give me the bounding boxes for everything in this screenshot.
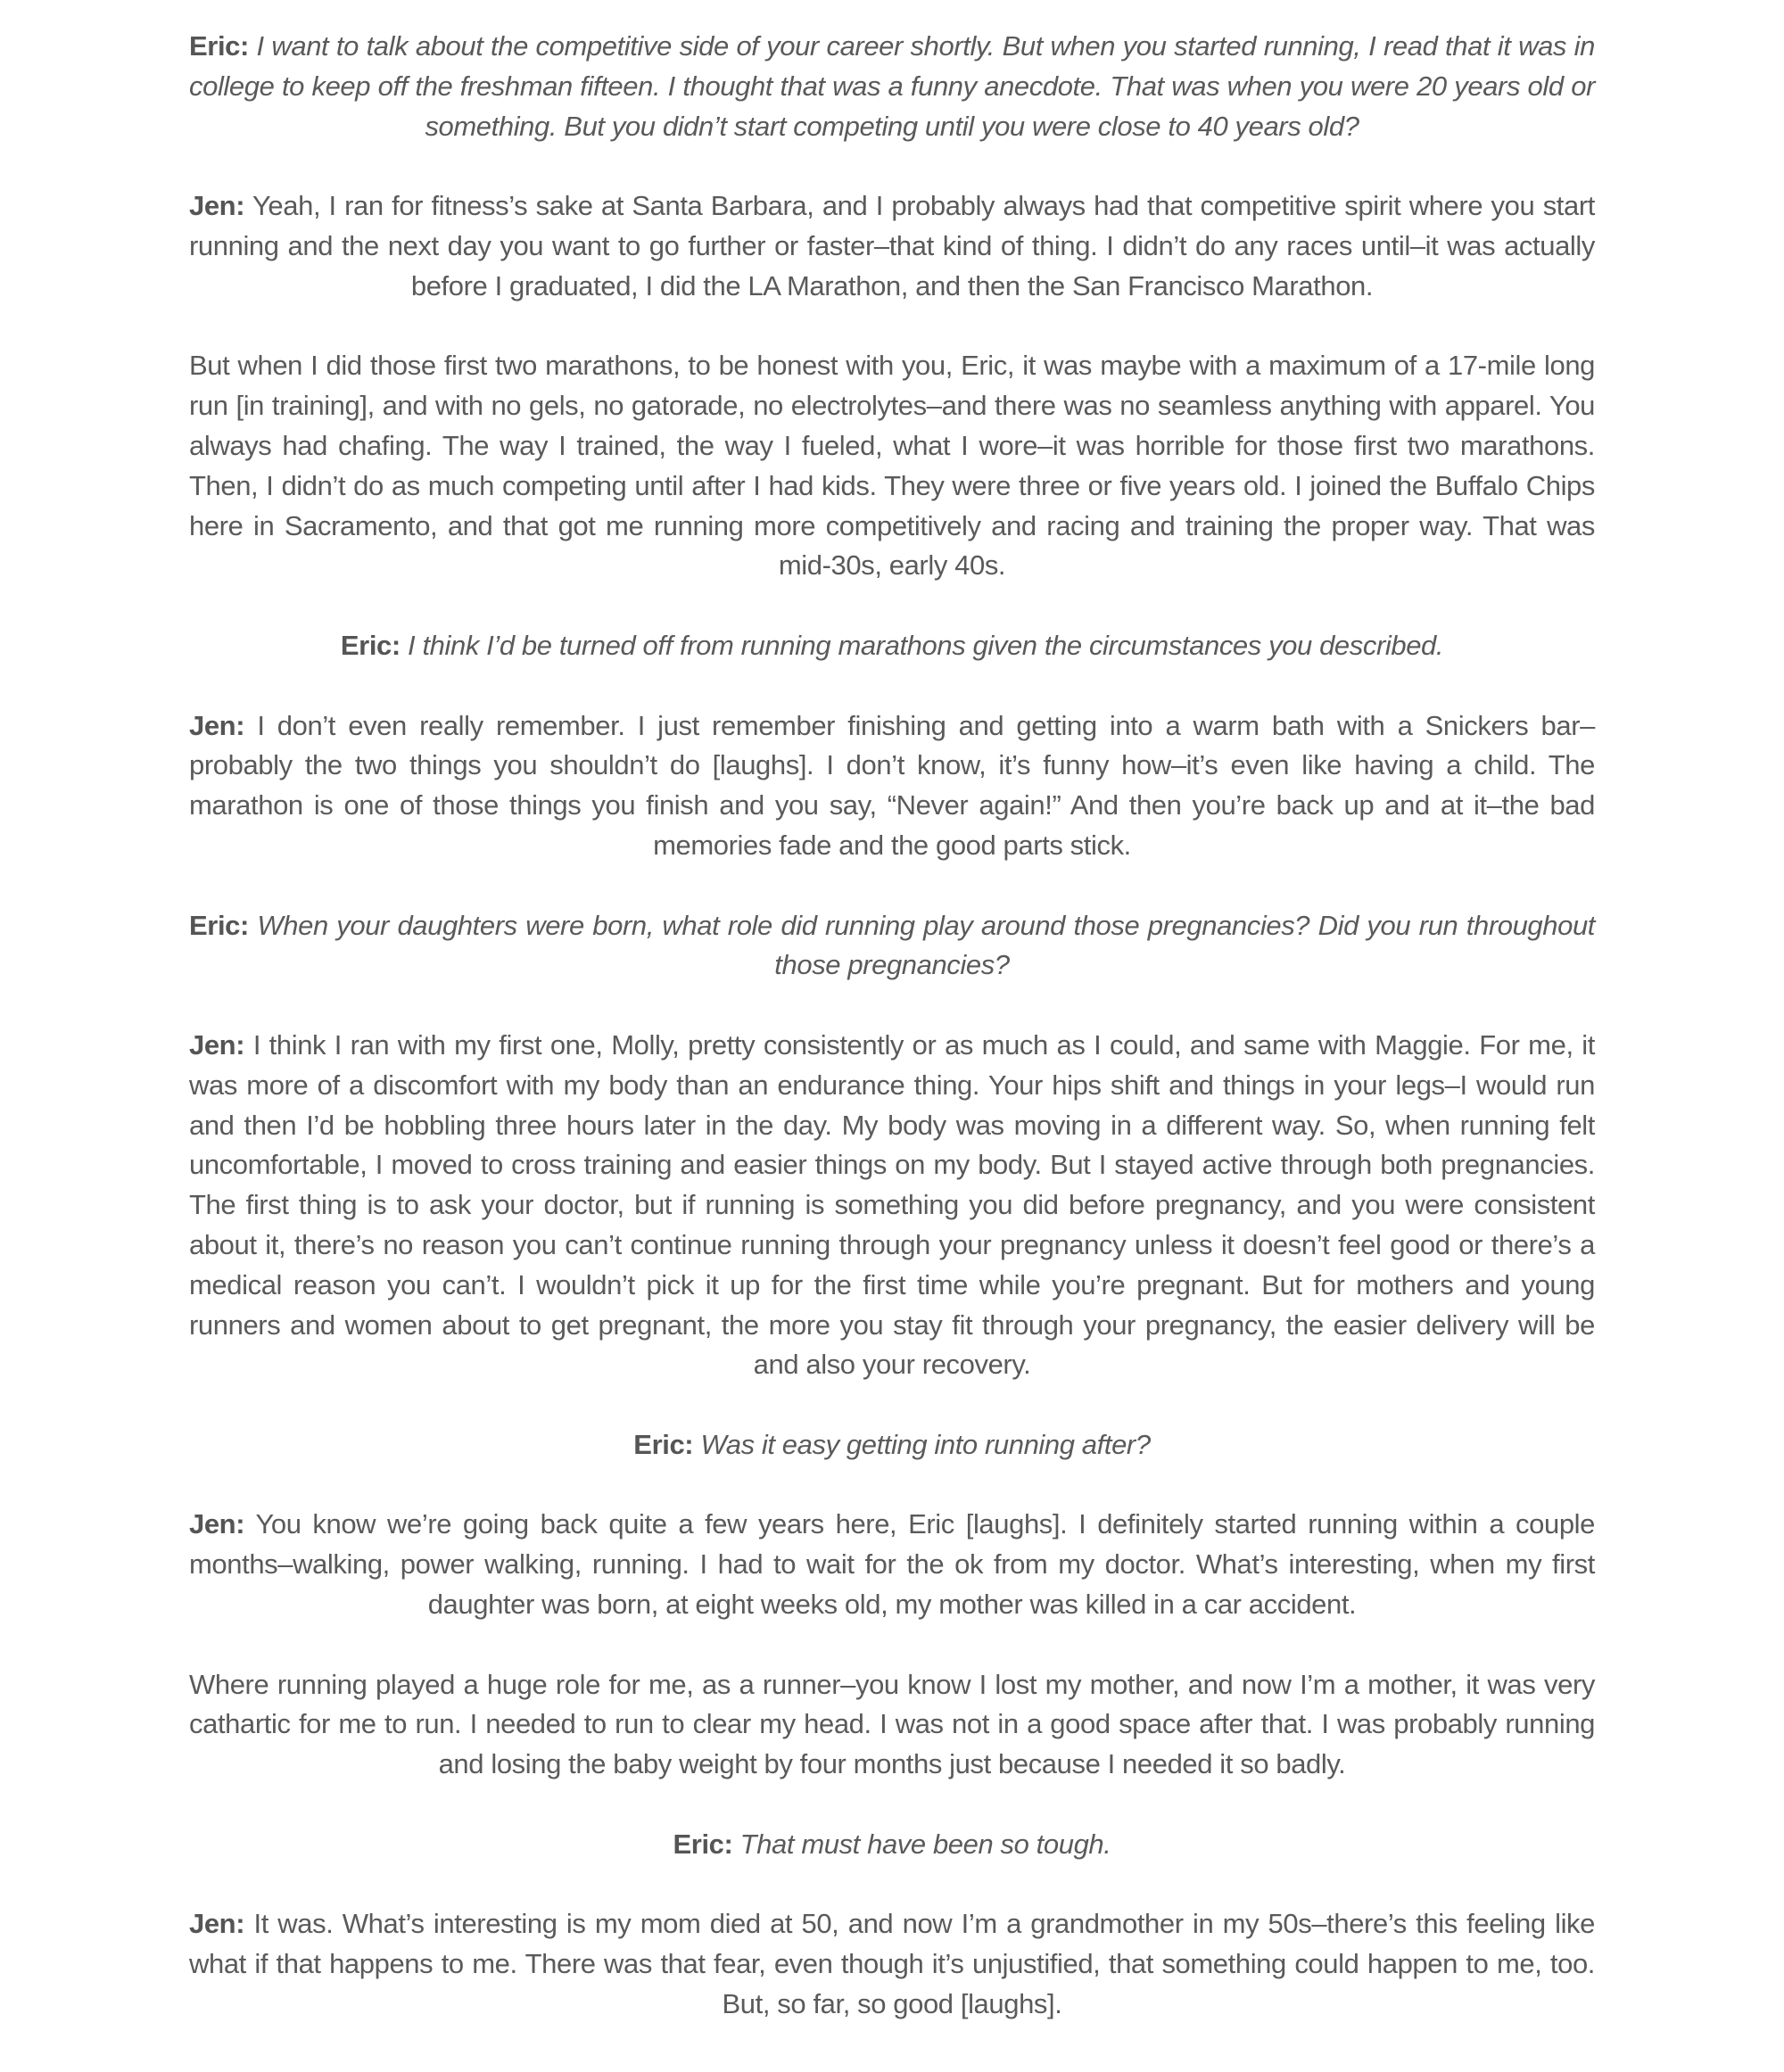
answer-text: But when I did those first two marathons, to be honest with you, Eric, it was maybe with a maximum of a 17-mile long run [in training], and with no gels, no gatorade, no electrolytes–and there was no seamless anything with apparel. You always had chafing. The way I trained, the way I fueled, what I wore–it was horrible for those first two marathons. Then, I didn’t do as much competing until after I had kids. They were three or five years old. I joined the Buffalo Chips here in Sacramento, and that got me running more competitively and racing and training the proper way. That was mid-30s, early 40s. xyxy=(189,350,1595,582)
transcript-paragraph xyxy=(189,626,1595,666)
answer-text: Yeah, I ran for fitness’s sake at Santa Barbara, and I probably always had that competitive spirit where you start running and the next day you want to go further or faster–that kind of thing. I didn’t do any races until–it was actually before I graduated, I did the LA Marathon, and then the San Francisco Marathon. xyxy=(189,190,1595,301)
speaker-label: Jen: xyxy=(189,1028,245,1061)
speaker-label: Eric: xyxy=(633,1428,694,1460)
answer-text: I think I ran with my first one, Molly, pretty consistently or as much as I could, and same with Maggie. For me, it was more of a discomfort with my body than an endurance thing. Your hips shift and things in your legs–I would run and then I’d be hobbling three hours later in the day. My body was moving in a different way. So, when running felt uncomfortable, I moved to cross training and easier things on my body. But I stayed active through both pregnancies. The first thing is to ask your doctor, but if running is something you did before pregnancy, and you were consistent about it, there’s no reason you can’t continue running through your pregnancy unless it doesn’t feel good or there’s a medical reason you can’t. I wouldn’t pick it up for the first time while you’re pregnant. But for mothers and young runners and women about to get pregnant, the more you stay fit through your pregnancy, the easier delivery will be and also your recovery. xyxy=(189,1028,1596,1381)
transcript-paragraph xyxy=(189,1904,1595,2024)
transcript-paragraph xyxy=(189,346,1595,586)
question-text: That must have been so tough. xyxy=(739,1828,1111,1860)
speaker-label: Jen: xyxy=(189,709,245,741)
transcript-paragraph xyxy=(189,1026,1595,1385)
answer-text: It was. What’s interesting is my mom died at 50, and now I’m a grandmother in my 50s–there’s this feeling like what if that happens to me. There was that fear, even though it’s unjustified, that something could happen to me, too. But, so far, so good [laughs]. xyxy=(189,1908,1595,2020)
answer-text: You know we’re going back quite a few years here, Eric [laughs]. I definitely started running within a couple months–walking, power walking, running. I had to wait for the ok from my doctor. What’s interesting, when my first daughter was born, at eight weeks old, my mother was killed in a car accident. xyxy=(189,1508,1595,1621)
speaker-label: Eric: xyxy=(673,1828,733,1860)
answer-text: I don’t even really remember. I just remember finishing and getting into a warm bath with a Snickers bar–probably the two things you shouldn’t do [laughs]. I don’t know, it’s funny how–it’s even like having a child. The marathon is one of those things you finish and you say, “Never again!” And then you’re back up and at it–the bad memories fade and the good parts stick. xyxy=(189,709,1595,861)
speaker-label: Jen: xyxy=(189,190,245,222)
speaker-label: Eric: xyxy=(189,30,249,62)
speaker-label: Eric: xyxy=(189,909,249,941)
question-text: Was it easy getting into running after? xyxy=(700,1428,1151,1460)
transcript-paragraph xyxy=(189,706,1595,866)
transcript-paragraph xyxy=(189,27,1595,146)
question-text: I think I’d be turned off from running marathons given the circumstances you described. xyxy=(408,629,1444,661)
transcript-paragraph xyxy=(189,1425,1595,1465)
question-text: When your daughters were born, what role did running play around those pregnancies? Did you run throughout those pregnancies? xyxy=(257,909,1595,981)
transcript-paragraph xyxy=(189,906,1595,986)
question-text: I want to talk about the competitive side of your career shortly. But when you started running, I read that it was in college to keep off the freshman fifteen. I thought that was a funny anecdote. That was when you were 20 years old or something. But you didn’t start competing until you were close to 40 years old? xyxy=(189,30,1595,142)
speaker-label: Eric: xyxy=(340,629,401,661)
speaker-label: Jen: xyxy=(189,1908,245,1940)
transcript-paragraph xyxy=(189,1505,1595,1624)
answer-text: Where running played a huge role for me, as a runner–you know I lost my mother, and now I’m a mother, it was very cathartic for me to run. I needed to run to clear my head. I was not in a good space after that. I was probably running and losing the baby weight by four months just because I needed it so badly. xyxy=(189,1668,1595,1780)
speaker-label: Jen: xyxy=(189,1508,245,1540)
interview-article xyxy=(189,27,1595,2065)
transcript-paragraph xyxy=(189,1825,1595,1865)
transcript-paragraph xyxy=(189,1665,1595,1785)
transcript-paragraph xyxy=(189,186,1595,306)
